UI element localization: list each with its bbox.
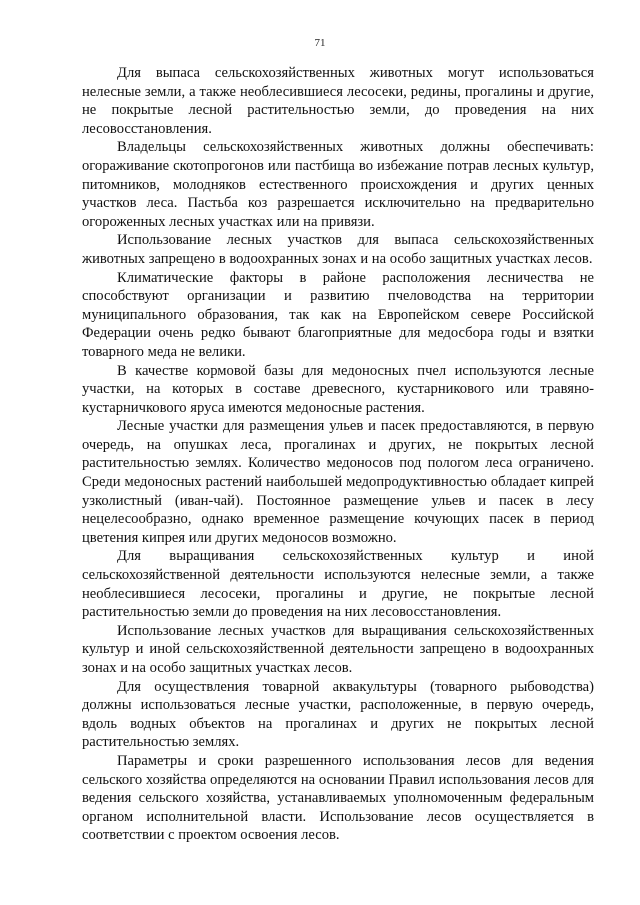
paragraph-livestock-grazing: Для выпаса сельскохозяйственных животных могут использоваться нелесные земли, а также необлесившиеся лесосеки, редины, прогалины и другие, не покрытые лесной растительностью земли, до проведения на них лесовосстановления. — [82, 65, 594, 137]
paragraph-apiary-placement: Лесные участки для размещения ульев и пасек предоставляются, в первую очередь, на опушках леса, прогалинах и других, не покрытых лесной растительностью землях. Количество медоносов под пологом леса ограничено. Среди медоносных растений наибольшей медопродуктивностью обладает кипрей узколистный (иван-чай). Постоянное размещение ульев и пасек в лесу нецелесообразно, однако временное размещение кочующих пасек в период цветения кипрея или других медоносов возможно. — [82, 418, 594, 546]
paragraph-aquaculture: Для осуществления товарной аквакультуры (товарного рыбоводства) должны использоваться лесные участки, расположенные, в первую очередь, вдоль водных объектов на прогалинах и других не покрытых лесной растительностью землях. — [82, 678, 594, 751]
page-number: 71 — [314, 37, 326, 49]
paragraph-crop-cultivation: Для выращивания сельскохозяйственных культур и иной сельскохозяйственной деятельности используются нелесные земли, а также необлесившиеся лесосеки, прогалины и другие, не покрытые лесной растительностью земли до проведения на них лесовосстановления. — [82, 548, 594, 621]
paragraph-climate-beekeeping: Климатические факторы в районе расположения лесничества не способствуют организации и развитию пчеловодства на территории муниципального образования, так как на Европейском севере Российской Федерации очень редко бывают благоприятные для медосбора годы и взятки товарного меда не велики. — [82, 269, 594, 360]
paragraph-owner-obligations: Владельцы сельскохозяйственных животных должны обеспечивать: огораживание скотопрогонов или пастбища во избежание потрав лесных культур, питомников, молодняков естественного происхождения и других ценных участков леса. Пастьба коз разрешается исключительно на предварительно огороженных лесных участках или на привязи. — [82, 139, 594, 230]
paragraph-grazing-prohibited: Использование лесных участков для выпаса сельскохозяйственных животных запрещено в водоохранных зонах и на особо защитных участках лесов. — [82, 232, 594, 267]
paragraph-forage-base: В качестве кормовой базы для медоносных пчел используются лесные участки, на которых в составе древесного, кустарникового или травяно-кустарничкового яруса имеются медоносные растения. — [82, 362, 594, 416]
document-body — [82, 64, 594, 845]
paragraph-parameters-and-terms: Параметры и сроки разрешенного использования лесов для ведения сельского хозяйства определяются на основании Правил использования лесов для ведения сельского хозяйства, устанавливаемых уполномоченным федеральным органом исполнительной власти. Использование лесов осуществляется в соответствии с проектом освоения лесов. — [82, 752, 594, 844]
paragraph-cultivation-prohibited: Использование лесных участков для выращивания сельскохозяйственных культур и иной сельскохозяйственной деятельности запрещено в водоохранных зонах и на особо защитных участках лесов. — [82, 622, 594, 676]
